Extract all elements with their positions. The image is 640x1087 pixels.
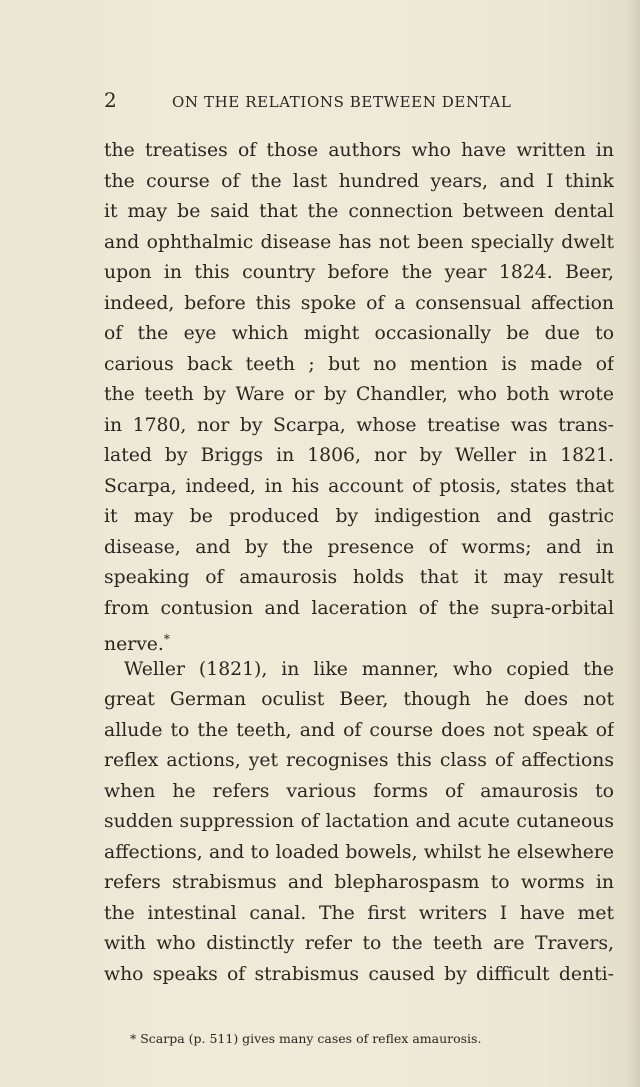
text-line: when he refers various forms of amaurosis to bbox=[104, 780, 614, 802]
text-line: sudden suppression of lactation and acute cutaneous bbox=[104, 811, 614, 832]
text-line: the intestinal canal. The first writers I have met bbox=[104, 902, 614, 924]
text-line: the treatises of those authors who have written in bbox=[104, 140, 614, 161]
text-line: from contusion and laceration of the supra-orbital bbox=[104, 597, 614, 619]
text-line: and ophthalmic disease has not been specially dwelt bbox=[104, 231, 614, 253]
text-line-paragraph-end bbox=[104, 624, 614, 655]
text-line: lated by Briggs in 1806, nor by Weller in 1821. bbox=[104, 445, 614, 466]
text-line: who speaks of strabismus caused by difficult denti- bbox=[104, 963, 614, 985]
footnote: * Scarpa (p. 511) gives many cases of reflex amaurosis. bbox=[130, 1031, 482, 1046]
text-line: allude to the teeth, and of course does not speak of bbox=[104, 719, 614, 741]
text-line: reflex actions, yet recognises this class of affections bbox=[104, 750, 614, 771]
text-line: speaking of amaurosis holds that it may result bbox=[104, 567, 614, 588]
text-line: it may be said that the connection between dental bbox=[104, 201, 614, 222]
text-line: affections, and to loaded bowels, whilst he elsewhere bbox=[104, 841, 614, 863]
text-line: nerve. bbox=[104, 634, 164, 655]
page-number: 2 bbox=[104, 88, 117, 112]
text-line: it may be produced by indigestion and gastric bbox=[104, 506, 614, 527]
text-line: with who distinctly refer to the teeth are Travers, bbox=[104, 933, 614, 954]
text-line: refers strabismus and blepharospasm to worms in bbox=[104, 872, 614, 893]
running-title: ON THE RELATIONS BETWEEN DENTAL bbox=[172, 93, 512, 111]
text-line: the teeth by Ware or by Chandler, who both wrote bbox=[104, 384, 614, 405]
text-line: of the eye which might occasionally be due to bbox=[104, 323, 614, 344]
page-header bbox=[0, 88, 640, 118]
text-line: upon in this country before the year 1824. Beer, bbox=[104, 262, 614, 283]
text-line-paragraph-start: Weller (1821), in like manner, who copied the bbox=[124, 658, 614, 680]
text-line: disease, and by the presence of worms; and in bbox=[104, 536, 614, 558]
text-line: in 1780, nor by Scarpa, whose treatise was trans- bbox=[104, 414, 614, 436]
text-line: the course of the last hundred years, and I think bbox=[104, 170, 614, 192]
text-line: carious back teeth ; but no mention is made of bbox=[104, 353, 614, 375]
text-line: great German oculist Beer, though he does not bbox=[104, 689, 614, 710]
text-line: Scarpa, indeed, in his account of ptosis, states that bbox=[104, 475, 614, 497]
footnote-marker: * bbox=[163, 632, 170, 646]
page-edge-shadow bbox=[626, 0, 640, 1087]
body-text bbox=[104, 136, 614, 990]
text-line: indeed, before this spoke of a consensual affection bbox=[104, 292, 614, 314]
